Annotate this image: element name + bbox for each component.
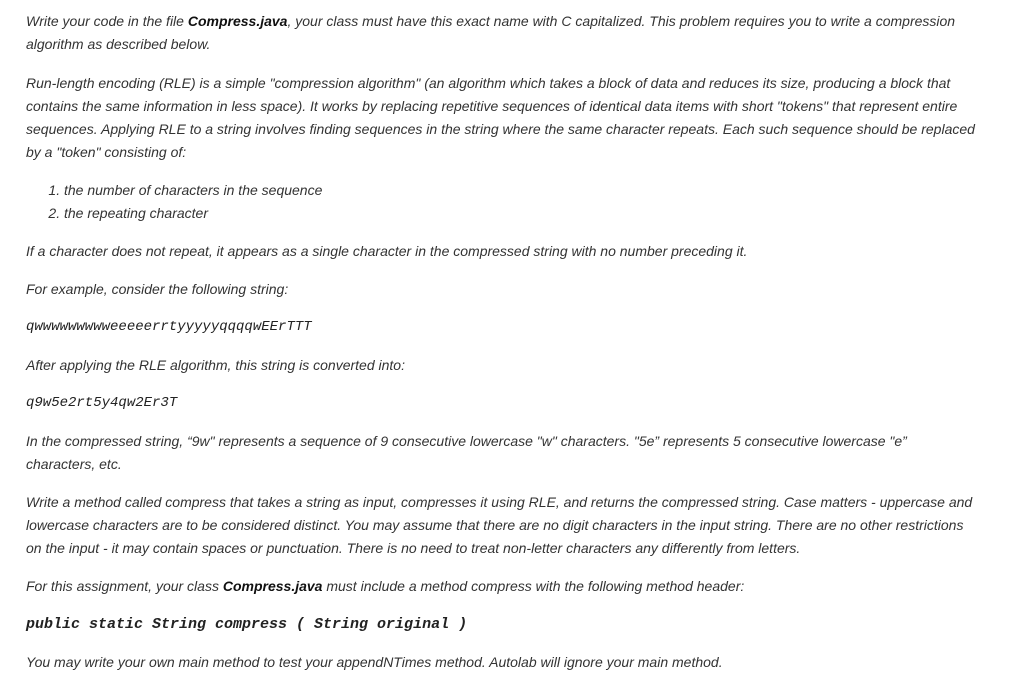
token-list-item-count: 1. the number of characters in the sequence: [64, 179, 976, 202]
intro-text-end: , your class must have this exact name with C capitalized. This problem requires you to write a compression algorithm as described below.: [26, 13, 956, 52]
footer-paragraph: You may write your own main method to test your appendNTimes method. Autolab will ignore your main method.: [26, 654, 723, 670]
assignment-document: [26, 10, 976, 674]
intro-paragraph: [26, 10, 976, 56]
example-input-code: qwwwwwwwwweeeeerrtyyyyyqqqqwEErTTT: [26, 319, 312, 335]
intro-text-start: Write your code in the file: [26, 13, 188, 29]
assignment-text-start: For this assignment, your class: [26, 578, 223, 594]
rle-description-paragraph: Run-length encoding (RLE) is a simple "compression algorithm" (an algorithm which takes a block of data and reduces its size, producing a block that contains the same information in less space). It works by replacing repetitive sequences of identical data items with short "tokens" that represent entire sequences. Applying RLE to a string involves finding sequences in the string where the same character repeats. Each such sequence should be replaced by a "token" consisting of:: [26, 75, 975, 160]
intro-filename: Compress.java: [187, 13, 288, 29]
assignment-paragraph: [26, 575, 976, 598]
assignment-classname: Compress.java: [222, 578, 323, 594]
example-output-code: q9w5e2rt5y4qw2Er3T: [26, 395, 178, 411]
token-list-item-character: 2. the repeating character: [64, 202, 976, 225]
no-repeat-paragraph: If a character does not repeat, it appears as a single character in the compressed string with no number preceding it.: [26, 243, 748, 259]
after-rle-paragraph: After applying the RLE algorithm, this string is converted into:: [26, 357, 405, 373]
method-header-code: public static String compress ( String original ): [26, 616, 468, 633]
method-description-paragraph: Write a method called compress that takes a string as input, compresses it using RLE, and returns the compressed string. Case matters - uppercase and lowercase characters are to be considered distinct. You may assume that there are no digit characters in the input string. There are no other restrictions on the input - it may contain spaces or punctuation. There is no need to treat non-letter characters any differently from letters.: [26, 494, 973, 556]
assignment-text-end: must include a method compress with the following method header:: [322, 578, 745, 594]
explanation-paragraph: In the compressed string, “9w" represents a sequence of 9 consecutive lowercase "w" characters. "5e” represents 5 consecutive lowercase "e” characters, etc.: [26, 433, 907, 472]
example-intro-paragraph: For example, consider the following string:: [26, 281, 289, 297]
token-list: [26, 179, 976, 225]
